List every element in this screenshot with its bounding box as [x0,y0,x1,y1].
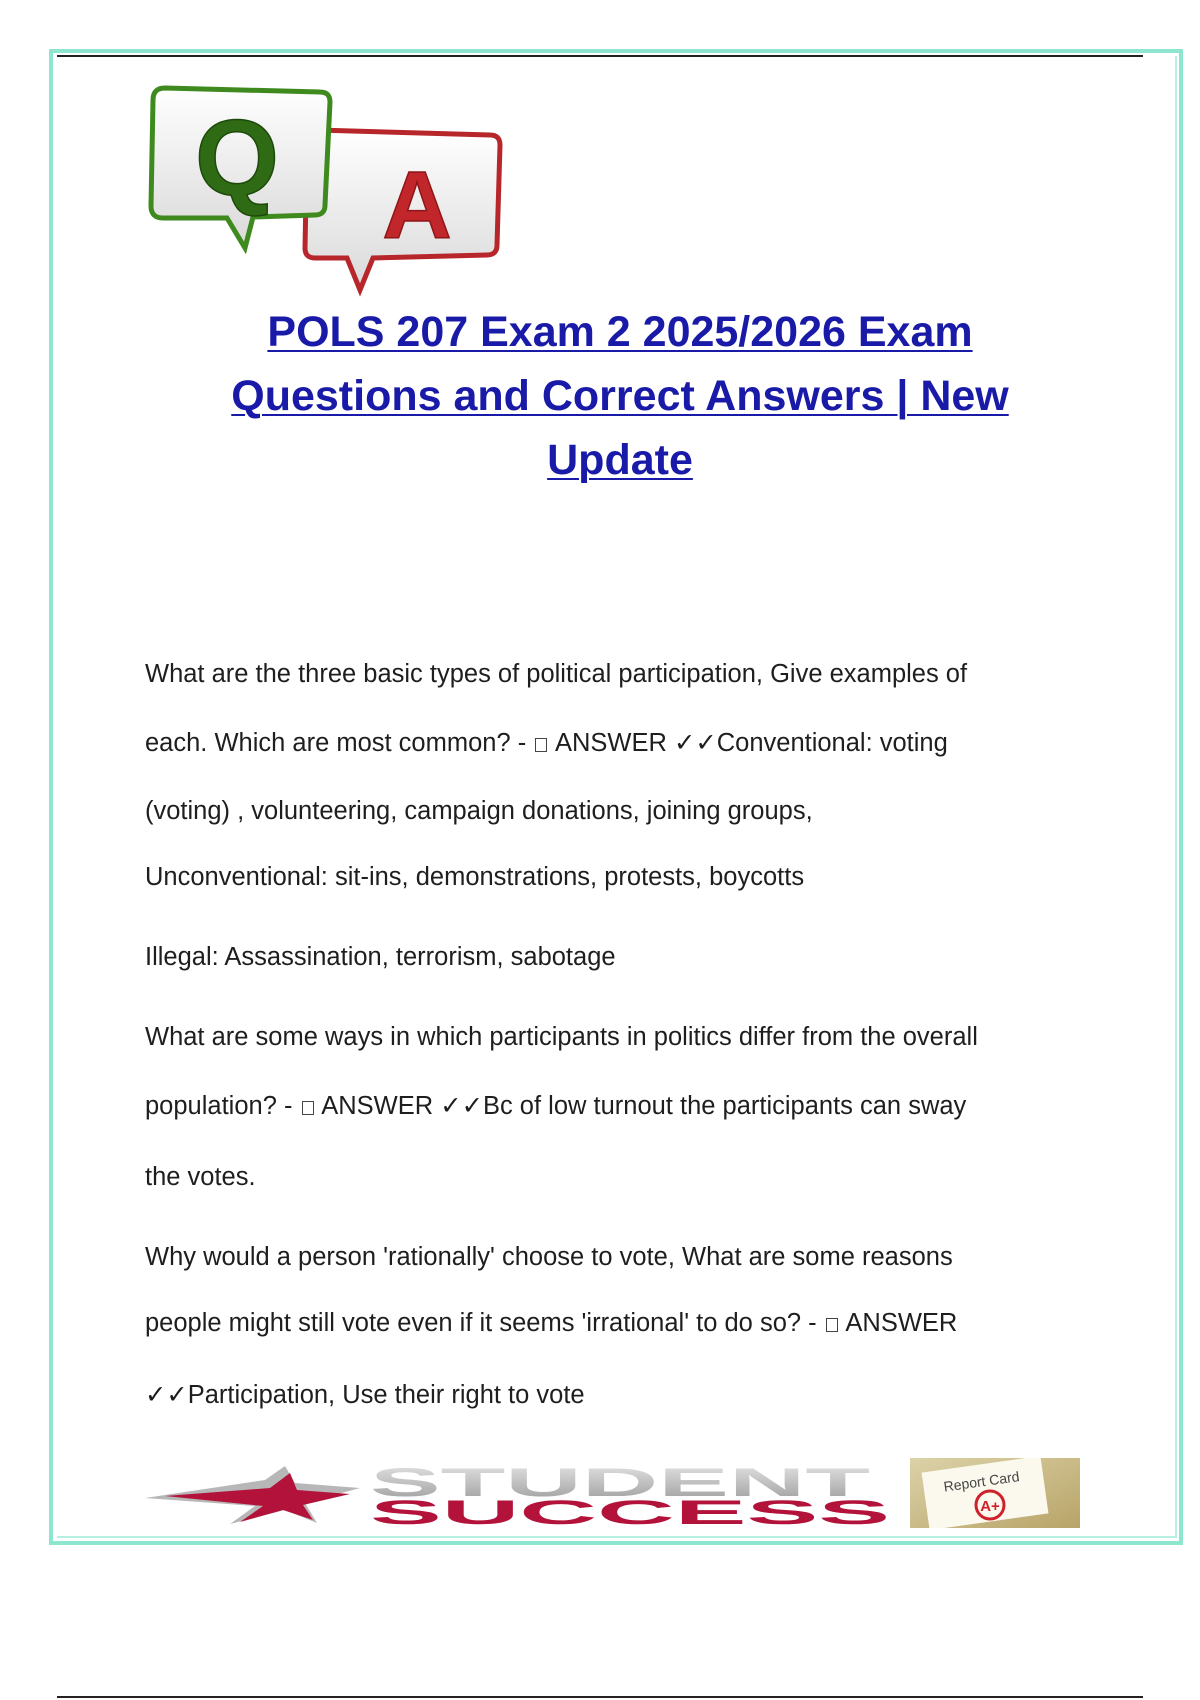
report-card-label: Report Card [942,1468,1021,1495]
qa-text: the votes. [145,1163,256,1191]
bottom-rule [57,1696,1143,1698]
qa-line [145,1243,953,1272]
a-letter: A [382,152,452,259]
qa-answer-text: ANSWER ✓✓Bc of low turnout the participants can sway [315,1092,967,1120]
grade-label: A+ [980,1498,1000,1515]
qa-text: population? - [145,1092,300,1120]
banner-text-success: SUCCESS [370,1494,890,1528]
q-letter: Q [194,97,280,218]
qa-line [145,1380,585,1410]
qa-logo [145,80,510,305]
qa-text: What are some ways in which participants in politics differ from the overall [145,1023,978,1051]
qa-line [145,1163,256,1192]
qa-text: (voting) , volunteering, campaign donations, joining groups, [145,797,813,825]
qa-answer-text: ANSWER ✓✓Conventional: voting [549,729,948,757]
document-title [140,300,1100,492]
qa-line [145,797,813,826]
missing-glyph-icon [302,1101,314,1115]
qa-line: Illegal: Assassination, terrorism, sabotage [145,943,616,971]
title-line-2[interactable]: Questions and Correct Answers | New [231,372,1009,420]
title-line-3[interactable]: Update [547,436,693,484]
qa-line [145,863,804,892]
qa-text: each. Which are most common? - [145,729,534,757]
missing-glyph-icon [826,1318,838,1332]
qa-line [145,1091,966,1121]
student-success-banner [145,1458,1080,1528]
title-line-1[interactable]: POLS 207 Exam 2 2025/2026 Exam [267,308,973,356]
qa-text: Why would a person 'rationally' choose to vote, What are some reasons [145,1243,953,1271]
qa-text: ✓✓Participation, Use their right to vote [145,1381,585,1409]
qa-answer-text: ANSWER [839,1309,958,1337]
qa-line [145,1309,957,1338]
report-card-icon [910,1458,1080,1528]
missing-glyph-icon [535,738,547,752]
qa-text: Unconventional: sit-ins, demonstrations, protests, boycotts [145,863,805,891]
qa-text: What are the three basic types of political participation, Give examples of [145,660,968,688]
star-swoosh-icon [145,1466,360,1524]
qa-text: people might still vote even if it seems 'irrational' to do so? - [145,1309,824,1337]
banner-text-student: STUDENT [370,1461,870,1505]
qa-line [145,1023,978,1052]
qa-line [145,660,967,689]
top-rule [57,55,1143,57]
qa-line [145,728,948,758]
